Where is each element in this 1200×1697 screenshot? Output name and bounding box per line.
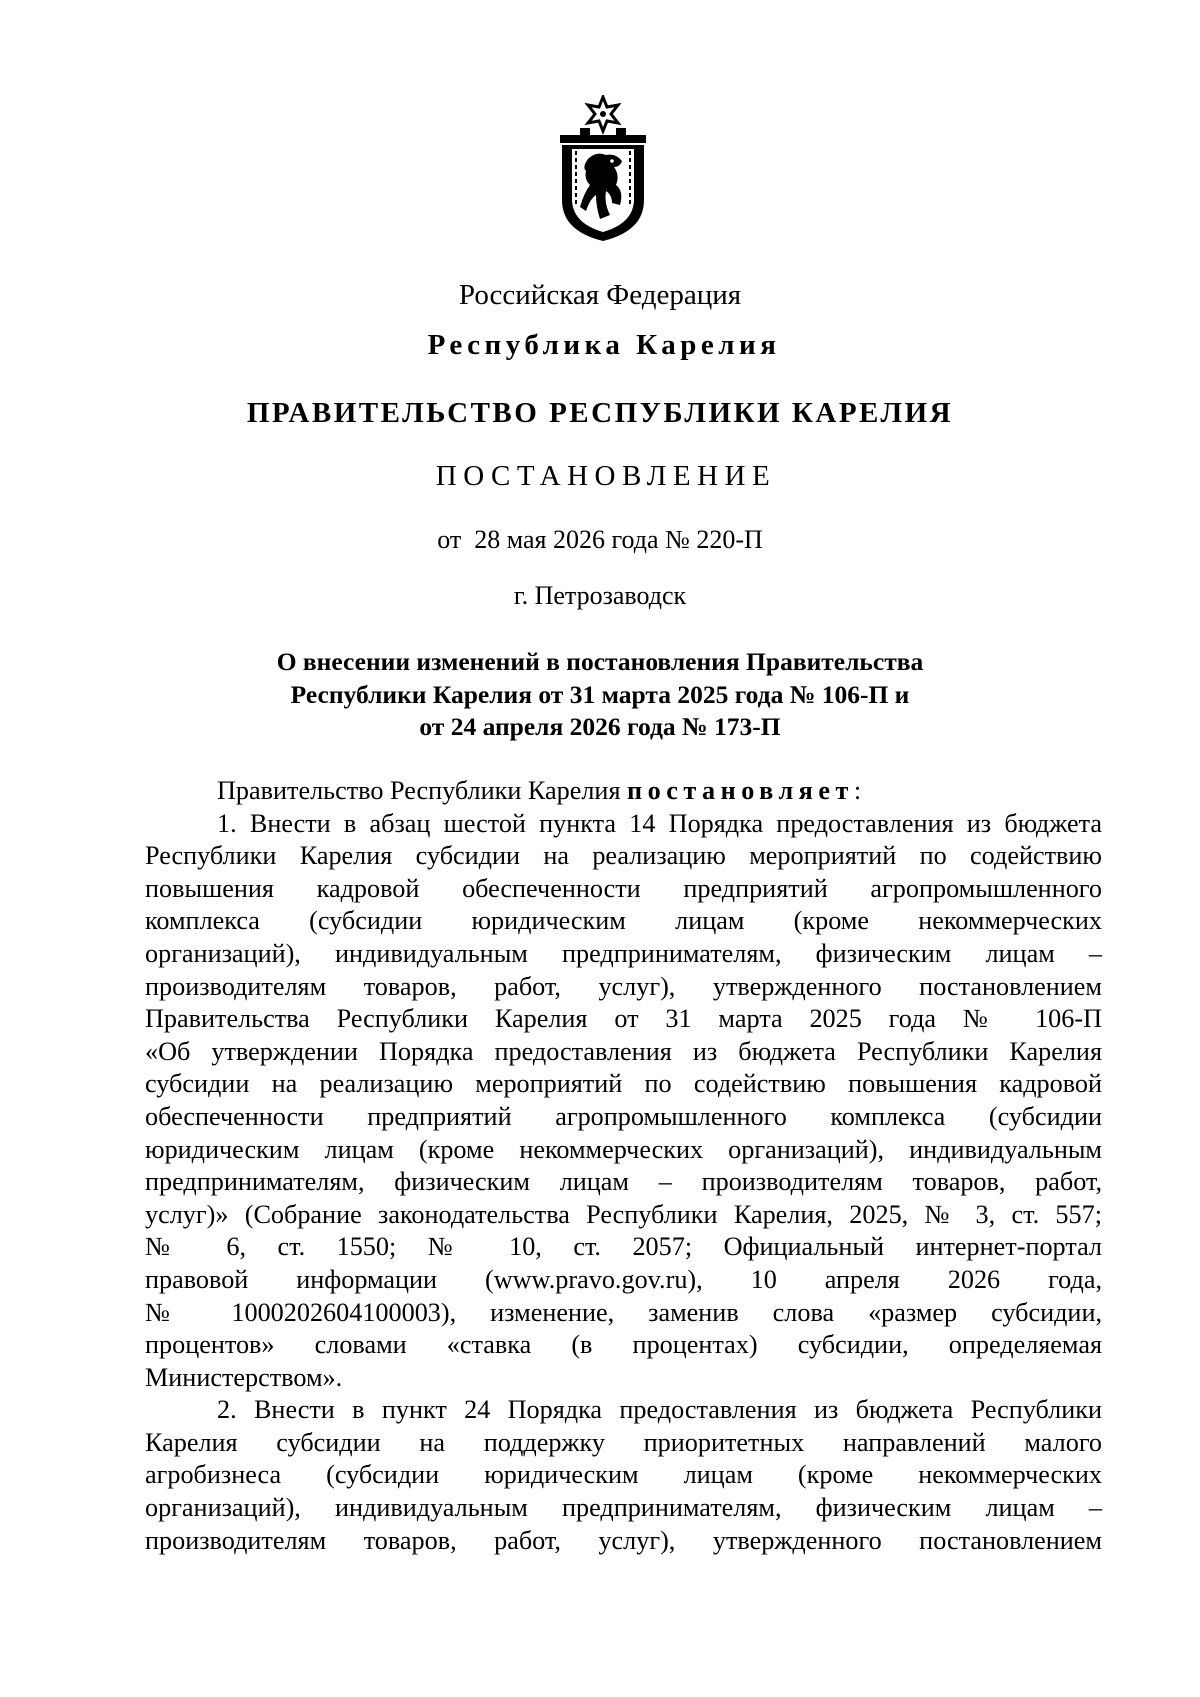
paragraph-line: повышения кадровой обеспеченности предприятий агропромышленного (145, 873, 1102, 903)
paragraph-line: № 6, ст. 1550; № 10, ст. 2057; Официальный интернет-портал (145, 1232, 1102, 1262)
document-title (0, 646, 1200, 744)
intro-prefix: Правительство Республики Карелия (217, 776, 628, 805)
paragraph-line: 2. Внести в пункт 24 Порядка предоставления из бюджета Республики (217, 1395, 1102, 1425)
document-body (145, 775, 1102, 1557)
republic-name: Республика Карелия (427, 329, 781, 361)
paragraph-line: Правительства Республики Карелия от 31 марта 2025 года № 106-П (145, 1004, 1102, 1034)
paragraph-line: Министерством». (145, 1362, 343, 1392)
government-name: ПРАВИТЕЛЬСТВО РЕСПУБЛИКИ КАРЕЛИЯ (246, 397, 954, 429)
title-line: от 24 апреля 2026 года № 173-П (419, 712, 781, 741)
paragraph-line: комплекса (субсидии юридическим лицам (кроме некоммерческих (145, 906, 1102, 936)
paragraph-line: услуг)» (Собрание законодательства Республики Карелия, 2025, № 3, ст. 557; (145, 1199, 1102, 1229)
intro-suffix: : (853, 776, 862, 805)
intro-line (145, 775, 1102, 808)
paragraph-line: обеспеченности предприятий агропромышленного комплекса (субсидии (145, 1101, 1102, 1131)
document-date-number: от 28 мая 2026 года № 220-П (437, 525, 763, 554)
paragraph-line: организаций), индивидуальным предпринимателям, физическим лицам – (145, 1493, 1102, 1523)
title-line: Республики Карелия от 31 марта 2025 года № 106-П и (290, 679, 910, 709)
paragraph-line: производителям товаров, работ, услуг), утвержденного постановлением (145, 1525, 1102, 1555)
paragraph-line: организаций), индивидуальным предпринимателям, физическим лицам – (145, 938, 1102, 968)
paragraph-line: субсидии на реализацию мероприятий по содействию повышения кадровой (145, 1069, 1102, 1099)
paragraph-line: № 1000202604100003), изменение, заменив слова «размер субсидии, (145, 1297, 1102, 1327)
paragraph-line: процентов» словами «ставка (в процентах) субсидии, определяемая (145, 1330, 1102, 1360)
paragraph-line: «Об утверждении Порядка предоставления из бюджета Республики Карелия (145, 1036, 1102, 1066)
document-type: ПОСТАНОВЛЕНИЕ (435, 460, 777, 492)
paragraph-line: юридическим лицам (кроме некоммерческих организаций), индивидуальным (145, 1134, 1102, 1164)
paragraph-line: правовой информации (www.pravo.gov.ru), 10 апреля 2026 года, (145, 1264, 1102, 1294)
paragraph-line: агробизнеса (субсидии юридическим лицам (кроме некоммерческих (145, 1460, 1102, 1490)
paragraph-line: 1. Внести в абзац шестой пункта 14 Порядка предоставления из бюджета (217, 808, 1102, 838)
country-name: Российская Федерация (458, 279, 742, 311)
paragraph-line: предпринимателям, физическим лицам – производителям товаров, работ, (145, 1167, 1102, 1197)
document-city: г. Петрозаводск (513, 581, 687, 610)
paragraph-line: Республики Карелия субсидии на реализацию мероприятий по содействию (145, 841, 1102, 871)
intro-verb: постановляет (627, 776, 854, 805)
paragraph-line: Карелия субсидии на поддержку приоритетных направлений малого (145, 1427, 1102, 1457)
karelia-coat-of-arms-icon (550, 95, 656, 243)
paragraph-line: производителям товаров, работ, услуг), утвержденного постановлением (145, 971, 1102, 1001)
title-line: О внесении изменений в постановления Правительства (276, 647, 924, 676)
